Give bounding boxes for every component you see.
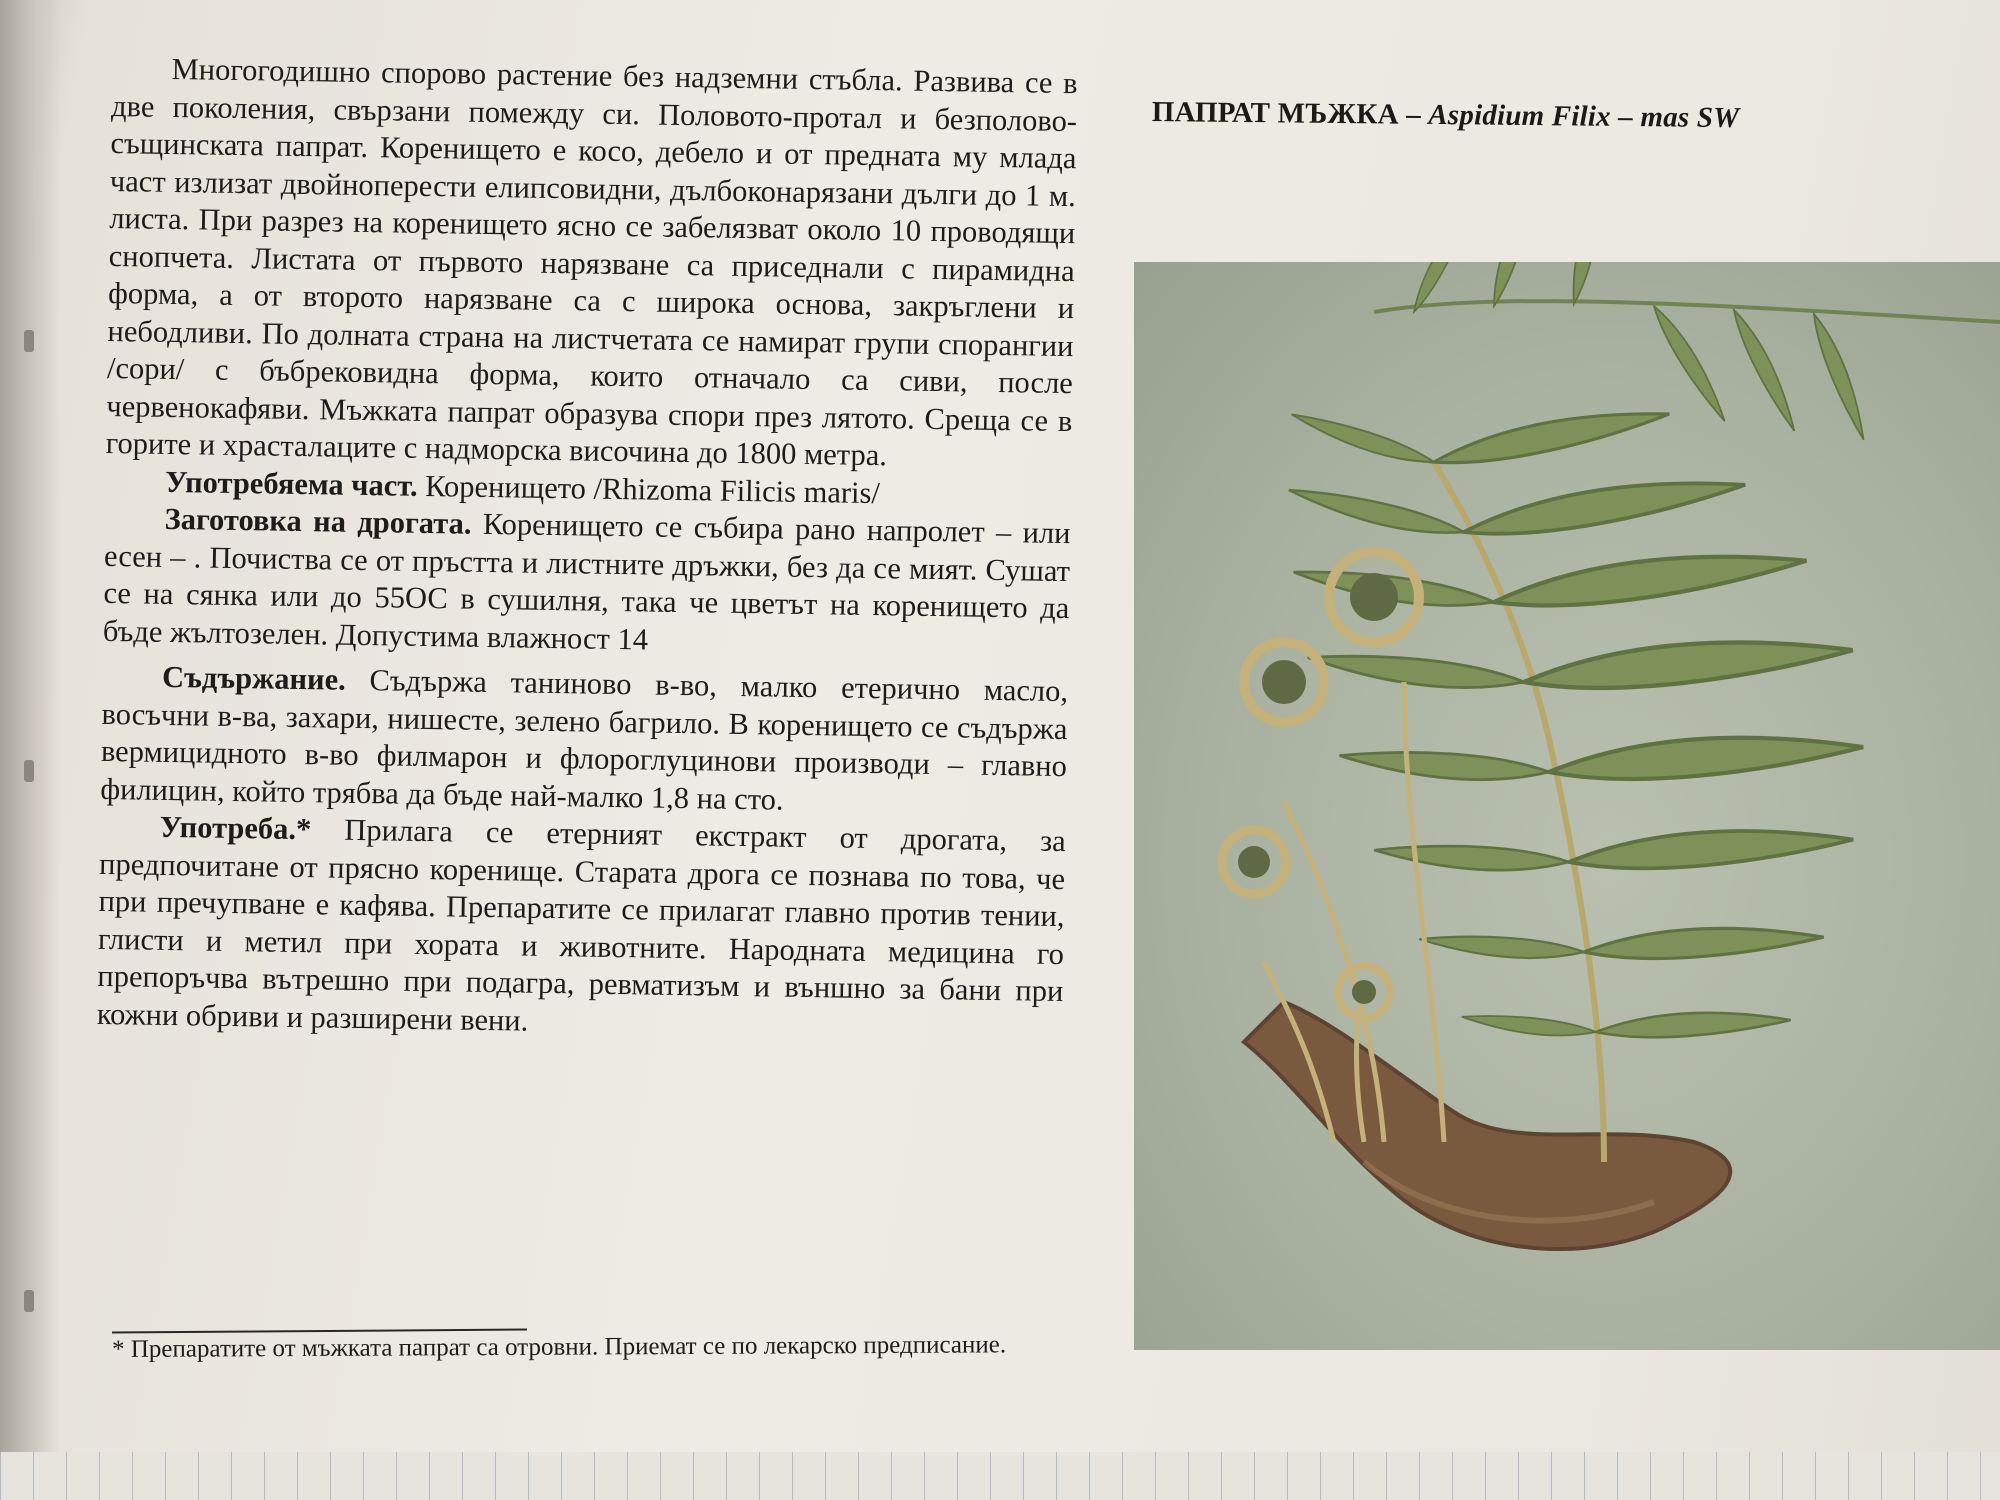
used-part-label: Употребяема част.	[164, 464, 418, 503]
body-text	[97, 50, 1078, 1048]
binding-shadow	[0, 0, 60, 1500]
binding-hole	[24, 760, 34, 782]
preparation-label: Заготовка на дрогата.	[164, 501, 472, 541]
used-part-text: Коренището /Rhizoma Filicis maris/	[417, 468, 881, 510]
content-text: Съдържа таниново в-во, малко етерично масло, восъчни в-ва, захари, нишесте, зелено багрило. В коренището се съдържа вермицидното в-во филмарон и флороглуцинови производи – главно филицин, който трябва да бъде най-малко 1,8 на сто.	[100, 662, 1069, 817]
preparation-paragraph	[103, 500, 1071, 665]
usage-label: Употреба.*	[159, 809, 312, 847]
page-title	[1152, 96, 1972, 138]
preparation-text: Коренището се събира рано напролет – или есен – . Почиства се от пръстта и листните дръжки, без да се мият. Сушат се на сянка или до 55ОС в сушилня, така че цветът на коренището да бъде жълтозелен. Допустима влажност 14	[102, 506, 1071, 656]
description-paragraph: Многогодишно спорово растение без надземни стъбла. Развива се в две поколения, свързани помежду си. Половото-протал и безполово-същинската папрат. Коренището е косо, дебело и от предната му млада част излизат двойноперести елипсовидни, дълбоконарязани дълги до 1 м. листа. При разрез на коренището ясно се забелязват около 10 проводящи снопчета. Листата от първото нарязване са приседнали с пирамидна форма, а от второто нарязване са с широка основа, закръглени и небодливи. По долната страна на листчетата се намират групи спорангии /сори/ с бъбрековидна форма, които отначало са сиви, после червенокафяви. Мъжката папрат образува спори през лятото. Среща се в горите и храсталаците с надморска височина до 1800 метра.	[105, 51, 1078, 473]
binding-hole	[24, 1290, 34, 1312]
fern-drawing	[1134, 262, 2000, 1350]
content-label: Съдържание.	[161, 659, 347, 697]
title-latin: Aspidium Filix – mas SW	[1428, 98, 1740, 135]
title-bulgarian: ПАПРАТ МЪЖКА –	[1151, 96, 1429, 131]
content-paragraph	[100, 658, 1068, 823]
binding-hole	[24, 330, 34, 352]
footnote: * Препаратите от мъжката папрат са отровни. Приемат се по лекарско предписание.	[112, 1331, 1007, 1363]
graph-paper-strip	[0, 1452, 2000, 1500]
usage-paragraph	[97, 808, 1066, 1048]
usage-text: Прилага се етерният екстракт от дрогата, за предпочитане от прясно коренище. Старата дрога се познава по това, че при пречупване е кафява. Препаратите се прилагат главно против тении, глисти и метил при хората и животните. Народната медицина го препоръчва вътрешно при подагра, ревматизъм и външно за бани при кожни обриви и разширени вени.	[96, 812, 1066, 1038]
fern-illustration	[1134, 262, 2000, 1350]
